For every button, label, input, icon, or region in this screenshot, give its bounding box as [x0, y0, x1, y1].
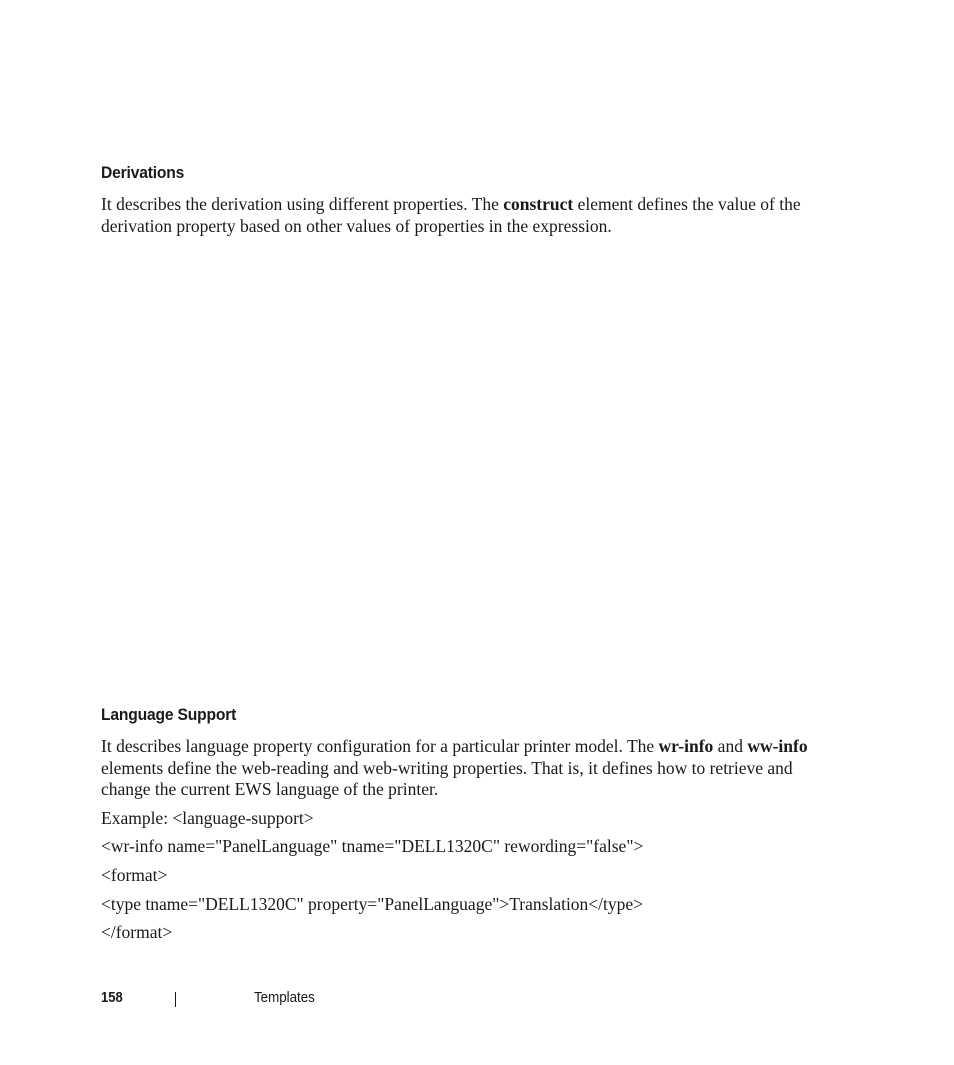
footer-divider	[175, 992, 176, 1007]
example-line: Example: <language-support>	[101, 808, 314, 828]
language-line-1	[101, 736, 808, 756]
language-support-heading: Language Support	[101, 705, 237, 724]
language-support-paragraph	[101, 736, 861, 801]
derivations-paragraph	[101, 194, 861, 237]
language-text-and: and	[713, 736, 748, 756]
code-line-2: <format>	[101, 865, 168, 885]
language-line-3: change the current EWS language of the printer.	[101, 779, 439, 799]
ww-info-keyword: ww-info	[747, 736, 808, 756]
footer-section-title: Templates	[254, 990, 315, 1006]
wr-info-keyword: wr-info	[658, 736, 714, 756]
derivations-line-2: derivation property based on other values of properties in the expression.	[101, 215, 612, 236]
derivations-line-1	[101, 194, 801, 214]
page-number: 158	[101, 990, 123, 1006]
derivations-text-a: It describes the derivation using different properties. The	[101, 194, 504, 214]
language-line-2: elements define the web-reading and web-writing properties. That is, it defines how to retrieve and	[101, 757, 793, 778]
construct-keyword: construct	[503, 194, 574, 214]
code-line-4: </format>	[101, 922, 173, 942]
code-line-1: <wr-info name="PanelLanguage" tname="DELL1320C" rewording="false">	[101, 836, 644, 856]
language-text-a: It describes language property configuration for a particular printer model. The	[101, 736, 659, 756]
derivations-text-b: element defines the value of the	[573, 194, 801, 214]
derivations-heading: Derivations	[101, 163, 185, 182]
code-line-3: <type tname="DELL1320C" property="PanelLanguage">Translation</type>	[101, 894, 644, 914]
